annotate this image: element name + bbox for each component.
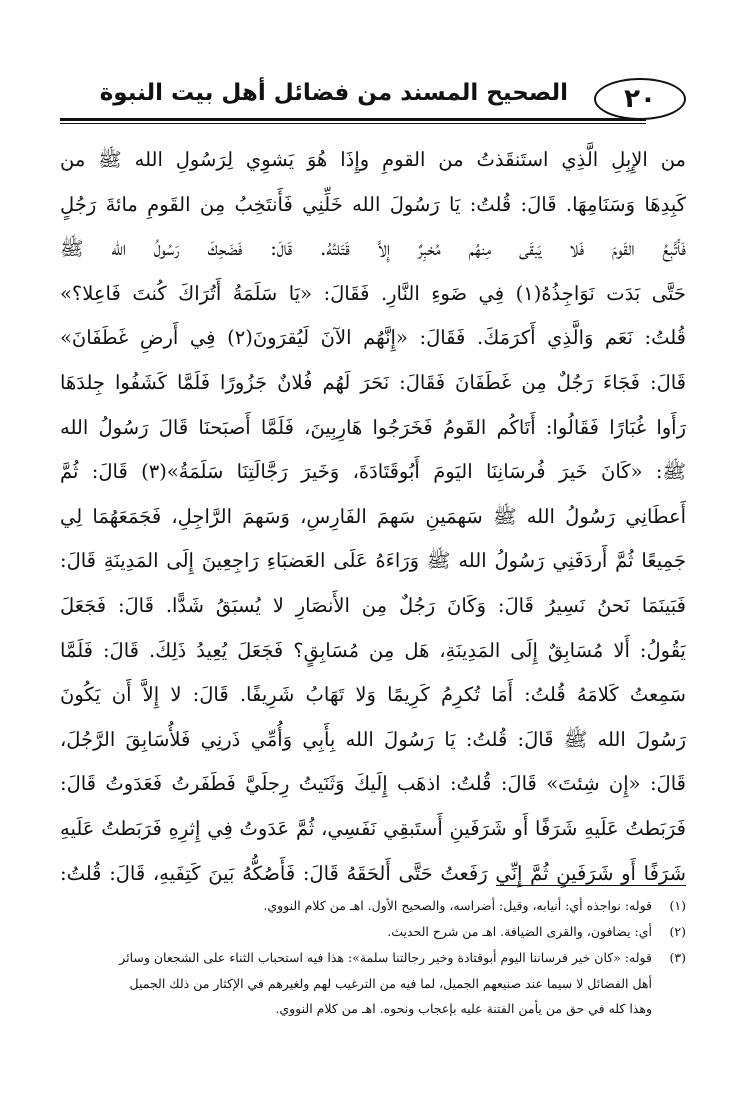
page-header (60, 78, 686, 124)
footnote-separator (496, 885, 686, 886)
footnote-text (60, 893, 652, 919)
text-line: شَرَفًا أَو شَرَفَينِ ثُمَّ إِنِّي رَفَعتُ حَتَّى أَلحَقَهُ قَالَ: فَأَصُكُّهُ بَينَ كَتِفَيهِ، قَالَ: قُلتُ: (60, 861, 686, 885)
footnote-line: وهذا كله في حق من يأمن الفتنة عليه بإعجاب ونحوه. اهـ من كلام النووي. (275, 1001, 652, 1016)
text-line: قُلتُ: نَعَم وَالَّذِي أَكرَمَكَ. فَقَالَ: «إِنَّهُم الآنَ لَيُقرَونَ(٢) فِي أَرضِ غَطَفَانَ» (60, 326, 686, 350)
text-line: ﷺ: «كَانَ خَيرَ فُرسَانِنَا اليَومَ أَبُوقَتَادَةَ، وَخَيرَ رَجَّالَتِنَا سَلَمَةُ»(٣) قَالَ: ثُمَّ (60, 460, 686, 484)
text-line: يَقُولُ: أَلا مُسَابِقٌ إِلَى المَدِينَةِ، هَل مِن مُسَابِقٍ؟ فَجَعَلَ يُعِيدُ ذَلِكَ. قَالَ: فَلَمَّا (60, 638, 686, 662)
text-line: رَأَوا غُبَارًا فَقَالُوا: أَتَاكُم القَومُ فَخَرَجُوا هَارِبِينَ، فَلَمَّا أَصبَحنَا قَالَ رَسُولُ الله (60, 415, 686, 439)
footnote (60, 945, 686, 1021)
text-line: كَبِدِهَا وَسَنَامِهَا. قَالَ: قُلتُ: يَا رَسُولَ الله خَلِّنِي فَأَنتَخِبُ مِن القَومِ مائةَ رَجُلٍ (60, 192, 686, 216)
footnote (60, 893, 686, 919)
text-line: حَتَّى بَدَت نَوَاجِذُهُ(١) فِي ضَوءِ النَّارِ. فَقَالَ: «يَا سَلَمَةُ أَتُرَاكَ كُنتَ فَاعِلا؟» (60, 281, 686, 305)
footnote-number: (١) (669, 898, 686, 913)
header-rule (60, 118, 646, 121)
text-line: قَالَ: «إِن شِئتَ» قَالَ: قُلتُ: اذهَب إِلَيكَ وَثَنَيتُ رِجلَيَّ فَطَفَرتُ فَعَدَوتُ قَالَ: (60, 772, 686, 796)
footnote-line: أي: يضافون، والقرى الضيافة. اهـ من شرح الحديث. (387, 924, 652, 939)
text-line: فَرَبَطتُ عَلَيهِ شَرَفًا أَو شَرَفَينِ أَستَبقِي نَفَسِي، ثُمَّ عَدَوتُ فِي إِثرِهِ فَرَبَطتُ عَلَيهِ (60, 816, 686, 840)
footnote-text (60, 919, 652, 945)
text-line: قَالَ: فَجَاءَ رَجُلٌ مِن غَطَفَانَ فَقَالَ: نَحَرَ لَهُم فُلانٌ جَزُورًا فَلَمَّا كَشَفُوا جِلدَهَا (60, 370, 686, 394)
book-title: الصحيح المسند من فضائل أهل بيت النبوة (99, 80, 568, 106)
body-text (60, 138, 686, 896)
footnote-number: (٣) (669, 950, 686, 965)
text-line: فَأَتَّبِعُ القَومَ فَلا يَبقَى مِنهُم مُخبِرٌ إِلاَّ قَتَلتُهُ. قَالَ: فَضَحِكَ رَسُولُ الله ﷺ (60, 237, 686, 261)
text-line: فَبَينَمَا نَحنُ نَسِيرُ قَالَ: وَكَانَ رَجُلٌ مِن الأَنصَارِ لا يُسبَقُ شَدًّا. قَالَ: فَجَعَلَ (60, 593, 686, 617)
footnote-line: قوله: نواجذه أي: أنيابه، وقيل: أضراسه، والصحيح الأول. اهـ من كلام النووي. (263, 898, 652, 913)
footnote (60, 919, 686, 945)
text-line: أَعطَانِي رَسُولُ الله ﷺ سَهمَينِ سَهمَ الفَارِسِ، وَسَهمَ الرَّاجِلِ، فَجَمَعَهُمَا لِي (60, 504, 686, 528)
footnote-line: أهل الفضائل لا سيما عند صنيعهم الجميل، لما فيه من الترغيب لهم ولغيرهم في الإكثار من ذلك الجميل (129, 976, 652, 991)
text-line: سَمِعتُ كَلامَهُ قُلتُ: أَمَا تُكرِمُ كَرِيمًا وَلا تَهَابُ شَرِيفًا. قَالَ: لا إِلاَّ أَن يَكُونَ (60, 683, 686, 707)
text-line: رَسُولَ الله ﷺ قَالَ: قُلتُ: يَا رَسُولَ الله بِأَبِي وَأُمِّي ذَرنِي فَلأُسَابِقَ الرَّجُلَ، (60, 727, 686, 751)
header-rule-thin (60, 123, 646, 124)
text-line: جَمِيعًا ثُمَّ أَردَفَنِي رَسُولُ الله ﷺ وَرَاءَهُ عَلَى العَضبَاءِ رَاجِعِينَ إِلَى المَدِينَةِ قَالَ: (60, 549, 686, 573)
page-number: ٢٠ (594, 78, 686, 120)
text-line: من الإِبِلِ الَّذِي استَنقَذتُ من القومِ وإِذَا هُوَ يَشوِي لِرَسُولِ الله ﷺ من (60, 148, 686, 171)
footnote-line: قوله: «كان خير فرساننا اليوم أبوقتادة وخير رجالتنا سلمة»: هذا فيه استحباب الثناء على الشجعان وسائر (119, 950, 652, 965)
footnote-number: (٢) (669, 924, 686, 939)
footnote-text (60, 945, 652, 1021)
footnotes (60, 893, 686, 1021)
